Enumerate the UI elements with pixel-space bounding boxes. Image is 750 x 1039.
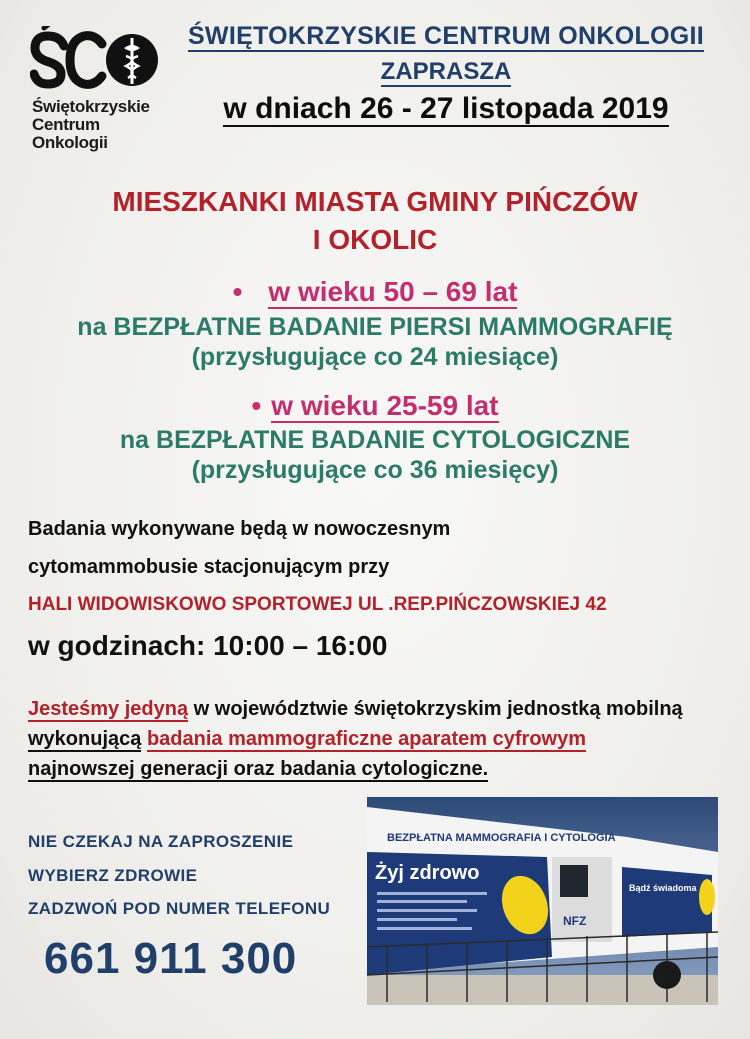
about-line-2: wykonującą badania mammograficzne aparatem cyfrowym	[28, 728, 586, 750]
logo-line-1: Świętokrzyskie	[32, 97, 150, 116]
trailer-text-2: Żyj zdrowo	[375, 862, 480, 884]
audience-line-2: I OKOLIC	[312, 224, 438, 255]
logo	[30, 26, 165, 156]
cytology-age: • w wieku 25-59 lat	[251, 390, 499, 421]
trailer-text-1: BEZPŁATNA MAMMOGRAFIA I CYTOLOGIA	[387, 832, 616, 844]
logo-line-2: Centrum	[32, 115, 100, 134]
location-line-2: cytomammobusie stacjonującym przy	[28, 556, 390, 578]
cytology-frequency: (przysługujące co 36 miesięcy)	[191, 456, 559, 484]
hours: w godzinach: 10:00 – 16:00	[28, 630, 388, 661]
bullet-icon: •	[232, 276, 243, 307]
location-line-1: Badania wykonywane będą w nowoczesnym	[28, 518, 451, 540]
phone-number: 661 911 300	[44, 934, 298, 983]
about-line-3: najnowszej generacji oraz badania cytologiczne.	[28, 758, 489, 780]
logo-wordmark	[32, 98, 150, 152]
sco-logo-mark	[30, 26, 165, 96]
header-invites: ZAPRASZA	[380, 58, 512, 85]
audience-line-1: MIESZKANKI MIASTA GMINY PIŃCZÓW	[112, 186, 638, 217]
location-address: HALI WIDOWISKOWO SPORTOWEJ UL .REP.PIŃCZOWSKIEJ 42	[28, 594, 607, 615]
cta-line-2: WYBIERZ ZDROWIE	[28, 866, 198, 885]
mammography-exam: na BEZPŁATNE BADANIE PIERSI MAMMOGRAFIĘ	[77, 313, 673, 341]
bullet-icon: •	[251, 390, 262, 421]
mammobus-illustration	[367, 797, 718, 1005]
nfz-logo: NFZ	[563, 914, 587, 928]
about-line-1: Jesteśmy jedyną w województwie świętokrzyskim jednostką mobilną	[28, 698, 683, 720]
mammography-age: • w wieku 50 – 69 lat	[232, 276, 518, 307]
trailer-text-3: Bądź świadoma	[629, 883, 697, 893]
logo-line-3: Onkologii	[32, 133, 108, 152]
mammography-frequency: (przysługujące co 24 miesiące)	[191, 343, 559, 371]
mammobus-photo	[367, 797, 718, 1005]
cta-line-3: ZADZWOŃ POD NUMER TELEFONU	[28, 899, 331, 918]
cytology-exam: na BEZPŁATNE BADANIE CYTOLOGICZNE	[119, 426, 631, 454]
header-organization: ŚWIĘTOKRZYSKIE CENTRUM ONKOLOGII	[187, 22, 705, 50]
header-dates: w dniach 26 - 27 listopada 2019	[223, 92, 669, 125]
cta-line-1: NIE CZEKAJ NA ZAPROSZENIE	[28, 832, 294, 851]
